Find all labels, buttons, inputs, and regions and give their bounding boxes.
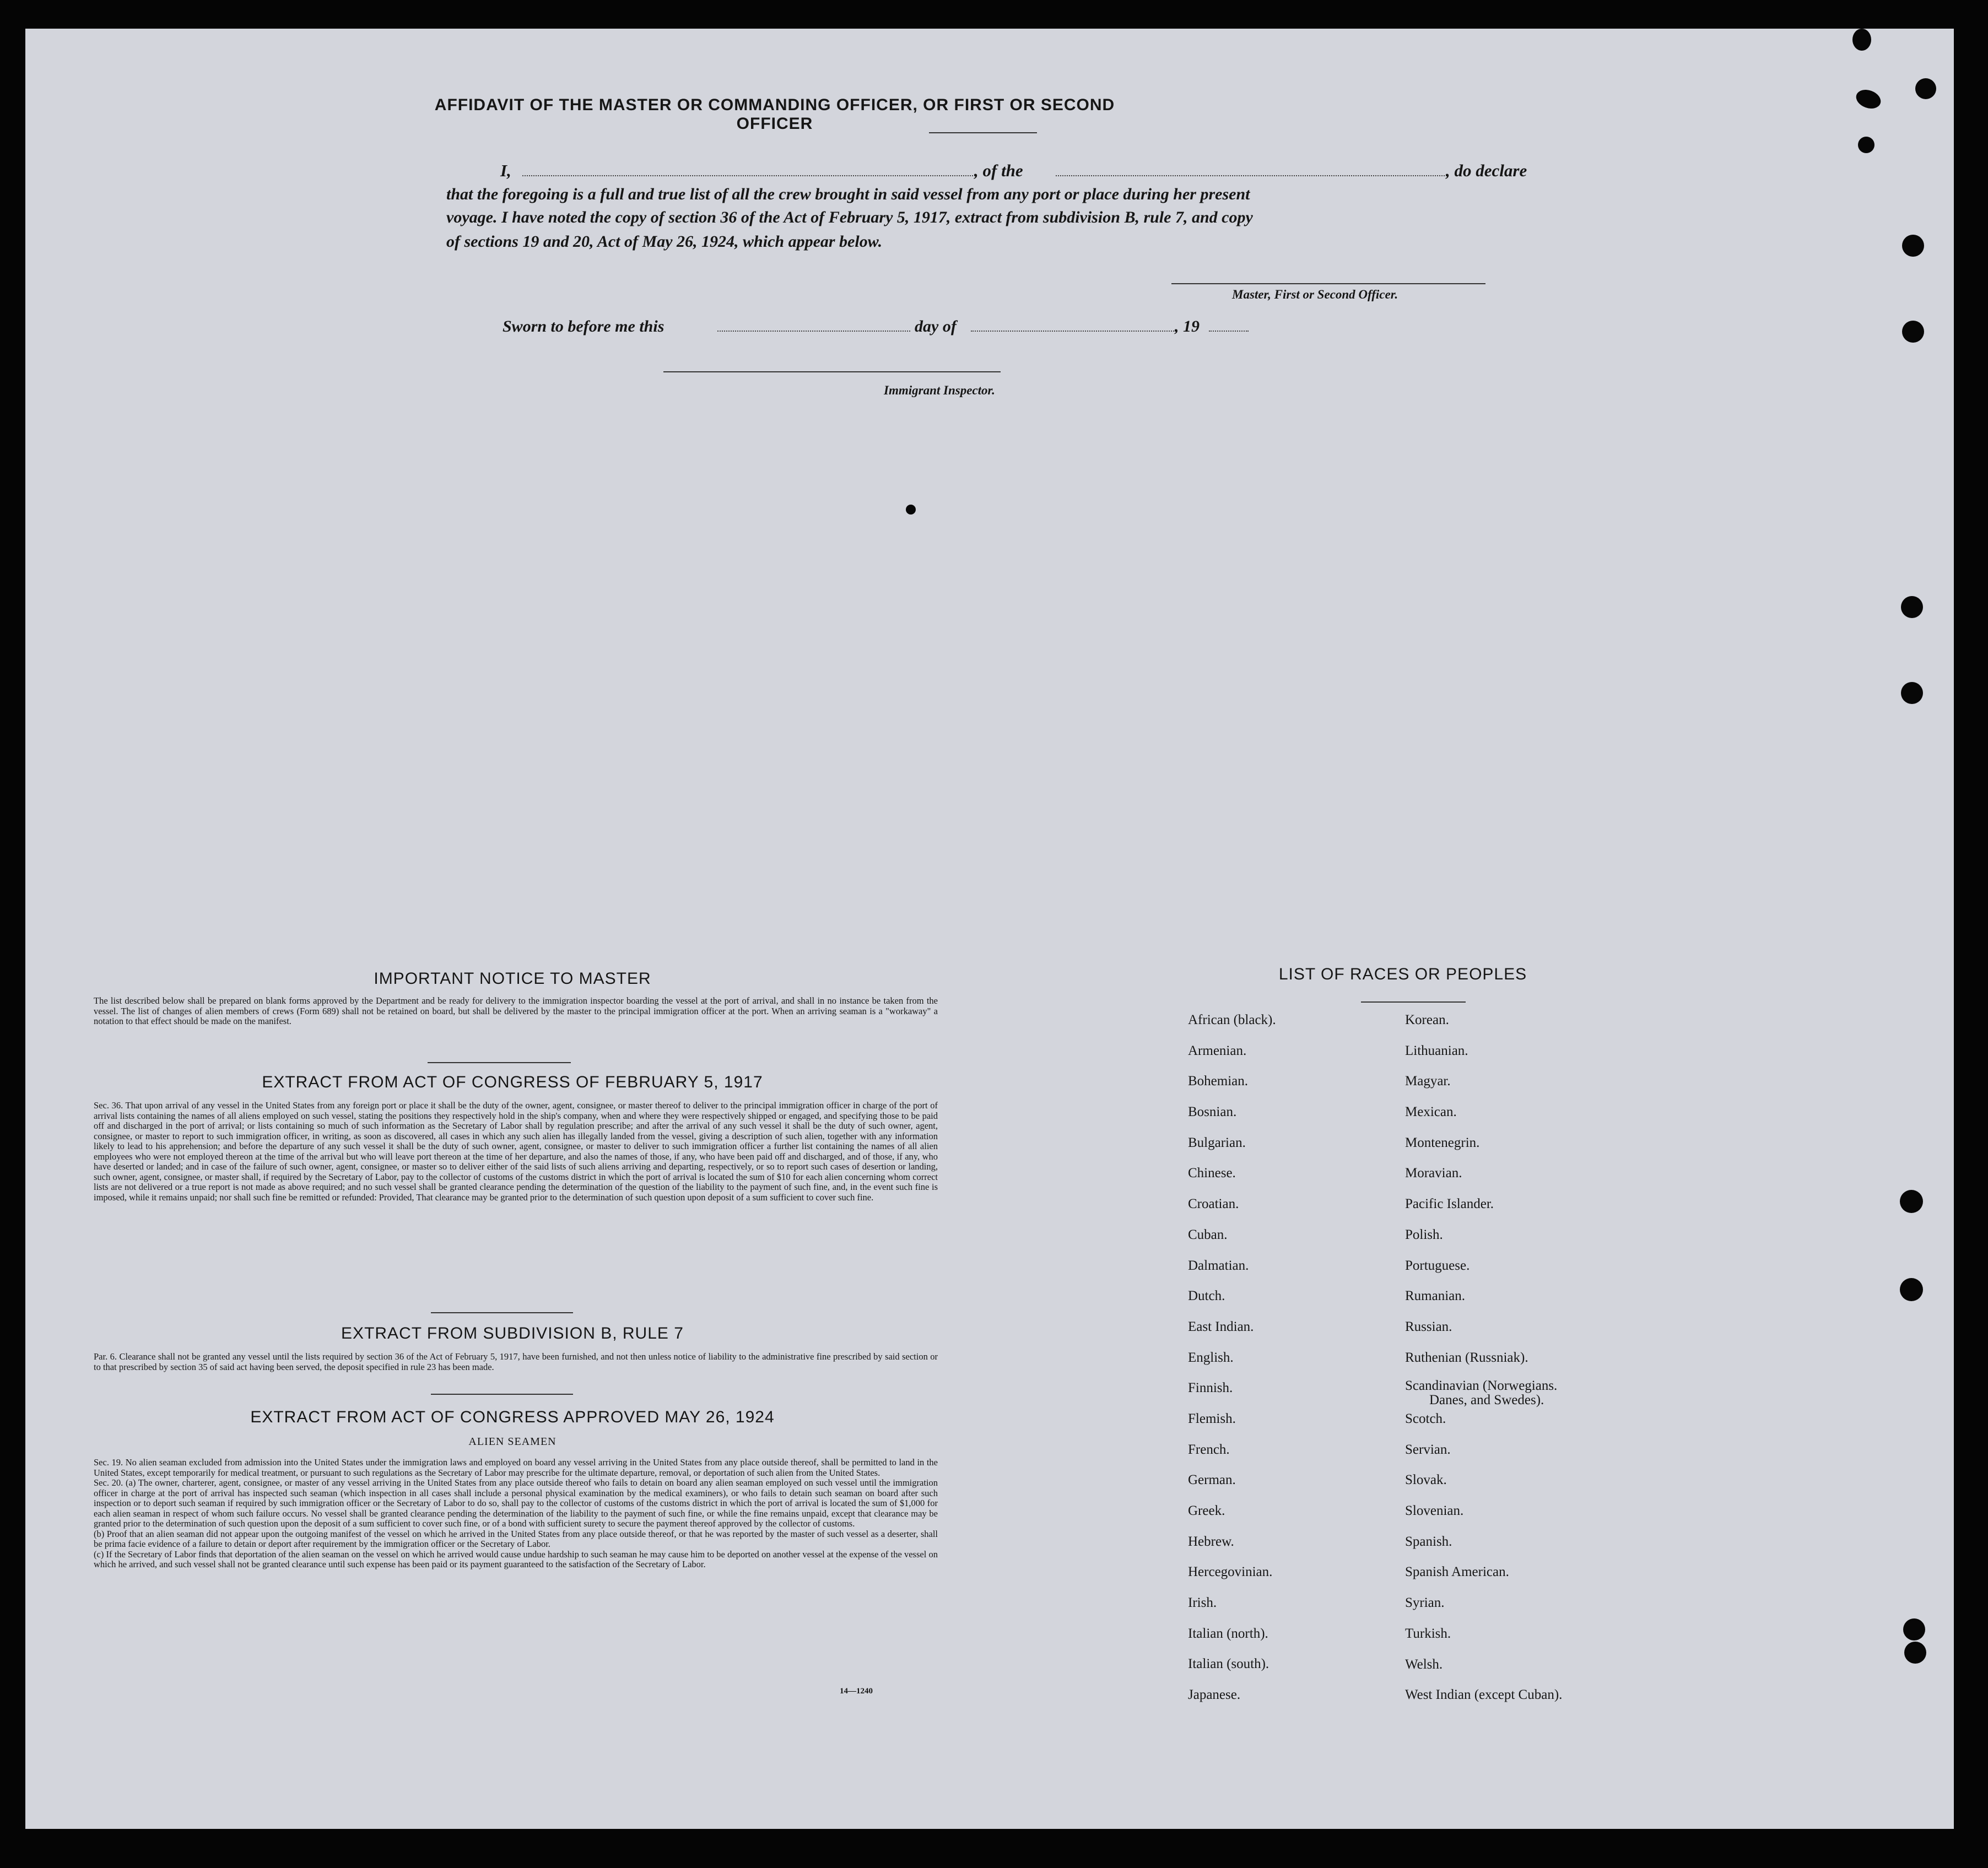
affidavit-line-2: that the foregoing is a full and true list of all the crew brought in said vessel from any port or place during her present	[446, 185, 1250, 203]
sworn-month-field[interactable]	[971, 331, 1176, 332]
race-item: Moravian.	[1405, 1166, 1462, 1181]
affidavit-line-3: voyage. I have noted the copy of section 36 of the Act of February 5, 1917, extract from subdivision B, rule 7, and copy	[446, 208, 1253, 226]
race-item: Japanese.	[1188, 1687, 1241, 1703]
race-item: African (black).	[1188, 1012, 1276, 1027]
affidavit-title: AFFIDAVIT OF THE MASTER OR COMMANDING OFFICER, OR FIRST OR SECOND OFFICER	[434, 96, 1115, 133]
punch-hole	[1900, 1278, 1923, 1301]
extract-1924-text	[94, 1458, 938, 1570]
punch-hole	[1903, 1618, 1925, 1640]
section-20a-paragraph: Sec. 20. (a) The owner, charterer, agent, consignee, or master of any vessel arriving in the United States from any place outside thereof who fails to detain on board any alien seaman employed on such vessel until the immigration officer in charge at the port of arrival has inspected such seaman (which inspection in all cases shall include a personal physical examination by the medical examiners), or who fails to detain such seaman on board after such inspection or to deport such seaman if required by such immigration officer or the Secretary of Labor to do so, shall pay to the collector of customs of the customs district in which the port of arrival is located the sum of $1,000 for each alien seaman in respect of whom such failure occurs. No vessel shall be granted clearance pending the determination of the liability to the payment of such fine, or while the fine remains unpaid, except that clearance may be granted prior to the determination of such question upon the deposit of a sum sufficient to cover such fine, or of a bond with sufficient surety to secure the payment thereof approved by the collector of customs.	[94, 1477, 938, 1529]
inspector-signature-line[interactable]	[663, 371, 1001, 372]
title-underline	[929, 132, 1037, 133]
punch-hole	[1902, 235, 1924, 257]
master-signature-label: Master, First or Second Officer.	[1232, 288, 1398, 301]
race-item: Mexican.	[1405, 1104, 1457, 1120]
race-item-scandinavian-cont: Danes, and Swedes).	[1429, 1393, 1544, 1407]
race-item: Hebrew.	[1188, 1534, 1234, 1549]
race-item: German.	[1188, 1472, 1236, 1488]
race-item: Flemish.	[1188, 1411, 1236, 1426]
race-item-scandinavian: Scandinavian (Norwegians.	[1405, 1378, 1558, 1393]
race-item: Spanish.	[1405, 1534, 1452, 1549]
race-item: East Indian.	[1188, 1319, 1254, 1334]
race-item: Bohemian.	[1188, 1074, 1249, 1089]
race-item: Slovak.	[1405, 1472, 1447, 1488]
ink-blot	[906, 505, 916, 515]
race-item: Croatian.	[1188, 1196, 1239, 1212]
punch-hole	[1902, 321, 1924, 343]
punch-hole	[1915, 78, 1936, 99]
race-item: Italian (south).	[1188, 1656, 1269, 1672]
race-item: Dutch.	[1188, 1288, 1225, 1304]
extract-rule7-text	[94, 1352, 938, 1372]
race-item: Slovenian.	[1405, 1503, 1464, 1519]
section-20b-paragraph: (b) Proof that an alien seaman did not appear upon the outgoing manifest of the vessel on which he arrived in the United States from any place outside thereof, or that he was reported by the master of such vessel as a deserter, shall be prima facie evidence of a failure to detain or deport after requirement by the immigration officer or the Secretary of Labor.	[94, 1528, 938, 1549]
race-item: Cuban.	[1188, 1227, 1228, 1242]
form-number: 14—1240	[840, 1687, 873, 1696]
vessel-name-field[interactable]	[1056, 175, 1447, 176]
race-item: Bulgarian.	[1188, 1135, 1246, 1150]
race-item: Polish.	[1405, 1227, 1443, 1242]
race-item: Ruthenian (Russniak).	[1405, 1350, 1528, 1365]
sworn-year-field[interactable]	[1209, 331, 1249, 332]
race-item: French.	[1188, 1442, 1230, 1457]
race-item: Syrian.	[1405, 1595, 1445, 1611]
notice-text	[94, 996, 938, 1027]
do-declare-label: , do declare	[1446, 161, 1527, 180]
race-item: Pacific Islander.	[1405, 1196, 1494, 1212]
race-item: Greek.	[1188, 1503, 1225, 1518]
declarant-name-field[interactable]	[522, 175, 975, 176]
declarant-label: I,	[500, 161, 511, 180]
race-item: Dalmatian.	[1188, 1258, 1249, 1273]
race-item: Armenian.	[1188, 1043, 1247, 1058]
extract-rule7-title: EXTRACT FROM SUBDIVISION B, RULE 7	[341, 1324, 684, 1342]
race-item: English.	[1188, 1350, 1234, 1365]
race-item: Italian (north).	[1188, 1626, 1268, 1641]
race-item: Servian.	[1405, 1442, 1451, 1457]
ink-blot	[1852, 29, 1871, 51]
punch-hole	[1901, 682, 1923, 704]
race-item: Turkish.	[1405, 1626, 1451, 1641]
race-item: Scotch.	[1405, 1411, 1446, 1426]
punch-hole	[1904, 1642, 1926, 1664]
race-item: Lithuanian.	[1405, 1043, 1468, 1058]
races-right-column-top	[1405, 1012, 1528, 1380]
day-of-label: day of	[915, 317, 957, 335]
section-20c-paragraph: (c) If the Secretary of Labor finds that deportation of the alien seaman on the vessel on which he arrived would cause undue hardship to such seaman he may cause him to be deported on another vessel at the expense of the vessel on which he arrived, and such vessel shall not be granted clearance until such expense has been paid or its payment guaranteed to the satisfaction of the Secretary of Labor.	[94, 1548, 938, 1569]
races-title: LIST OF RACES OR PEOPLES	[1278, 965, 1527, 983]
extract-1917-title: EXTRACT FROM ACT OF CONGRESS OF FEBRUARY 5, 1917	[262, 1073, 763, 1091]
sworn-day-field[interactable]	[717, 331, 910, 332]
section-19-paragraph: Sec. 19. No alien seaman excluded from admission into the United States under the immigration laws and employed on board any vessel arriving in the United States from any place outside thereof, shall be permitted to land in the United States, except temporarily for medical treatment, or pursuant to such regulations as the Secretary of Labor may prescribe for the ultimate departure, removal, or deportation of such alien from the United States.	[94, 1457, 938, 1478]
alien-seamen-subtitle: ALIEN SEAMEN	[468, 1436, 557, 1448]
race-item: Finnish.	[1188, 1380, 1233, 1396]
race-item: Bosnian.	[1188, 1104, 1237, 1120]
races-left-column	[1188, 1012, 1276, 1718]
section-divider	[431, 1312, 573, 1313]
race-item: Korean.	[1405, 1012, 1449, 1027]
race-item: Montenegrin.	[1405, 1135, 1480, 1150]
of-the-label: , of the	[974, 161, 1023, 180]
ink-blot	[1854, 86, 1883, 112]
notice-title: IMPORTANT NOTICE TO MASTER	[374, 970, 651, 988]
race-item: Portuguese.	[1405, 1258, 1470, 1273]
extract-rule7-paragraph: Par. 6. Clearance shall not be granted any vessel until the lists required by section 36 of the Act of February 5, 1917, have been furnished, and not then unless notice of liability to the administrative fine prescribed by said section or to that prescribed by section 35 of said act having been served, the deposit specified in rule 23 has been made.	[94, 1351, 938, 1372]
section-divider	[431, 1394, 573, 1395]
race-item: Chinese.	[1188, 1166, 1236, 1181]
document-page	[25, 29, 1954, 1829]
master-signature-line[interactable]	[1171, 283, 1485, 284]
races-title-underline	[1361, 1001, 1466, 1003]
notice-paragraph: The list described below shall be prepared on blank forms approved by the Department and be ready for delivery to the immigration inspector boarding the vessel at the port of arrival, and shall in no instance be taken from the vessel. The list of changes of alien members of crews (Form 689) shall not be retained on board, but shall be delivered by the master to the principal immigration officer at the port. When an arriving seaman is a "workaway" a notation to that effect should be made on the manifest.	[94, 995, 938, 1026]
race-item: Magyar.	[1405, 1074, 1451, 1089]
punch-hole	[1900, 1190, 1923, 1213]
race-item: Hercegovinian.	[1188, 1564, 1273, 1580]
race-item: West Indian (except Cuban).	[1405, 1687, 1563, 1703]
extract-1917-text	[94, 1101, 938, 1203]
race-item: Spanish American.	[1405, 1564, 1509, 1580]
section-divider	[428, 1062, 571, 1063]
inspector-label: Immigrant Inspector.	[884, 383, 995, 397]
ink-blot	[1858, 137, 1874, 153]
race-item: Welsh.	[1405, 1656, 1443, 1672]
extract-1924-title: EXTRACT FROM ACT OF CONGRESS APPROVED MAY 26, 1924	[250, 1408, 775, 1426]
extract-1917-paragraph: Sec. 36. That upon arrival of any vessel in the United States from any foreign port or place it shall be the duty of the owner, agent, consignee, or master thereof to deliver to the principal immigration officer in charge of the port of arrival lists containing the names of all aliens employed on such vessel, stating the positions they respectively hold in the ship's company, when and where they were respectively shipped or engaged, and specifying those to be paid off and discharged in the port of arrival; or lists containing so much of such information as the Secretary of Labor shall by regulation prescribe; and after the arrival of any such vessel it shall be the duty of such owner, agent, consignee, or master to report to such immigration officer, in writing, as soon as discovered, all cases in which any such alien has illegally landed from the vessel, giving a description of such alien, together with any information likely to lead to his apprehension; and before the departure of any such vessel it shall be the duty of such owner, agent, consignee, or master to deliver to such immigration officer a further list containing the names of all alien employees who were not employed thereon at the time of the arrival but who will leave port thereon at the time of her departure, and also the names of those, if any, who have been paid off and discharged, and of those, if any, who have deserted or landed; and in case of the failure of such owner, agent, consignee, or master so to deliver either of the said lists of such aliens arriving and departing, respectively, or so to report such cases of desertion or landing, such owner, agent, consignee, or master shall, if required by the Secretary of Labor, pay to the collector of customs of the customs district in which the port of arrival is located the sum of $10 for each alien concerning whom correct lists are not delivered or a true report is not made as above required; and no such vessel shall be granted clearance pending the determination of the question of the liability to the payment of such fine, and, in the event such fine is imposed, while it remains unpaid; nor shall such fine be remitted or refunded: Provided, That clearance may be granted prior to the determination of such question upon deposit of a sum sufficient to cover such fine.	[94, 1100, 938, 1203]
sworn-label: Sworn to before me this	[503, 317, 665, 335]
affidavit-line-4: of sections 19 and 20, Act of May 26, 1924, which appear below.	[446, 232, 883, 251]
punch-hole	[1901, 596, 1923, 618]
races-right-column-bottom	[1405, 1411, 1562, 1718]
year-label: , 19	[1175, 317, 1200, 335]
race-item: Russian.	[1405, 1319, 1452, 1334]
race-item: Irish.	[1188, 1595, 1217, 1611]
race-item: Rumanian.	[1405, 1288, 1466, 1304]
